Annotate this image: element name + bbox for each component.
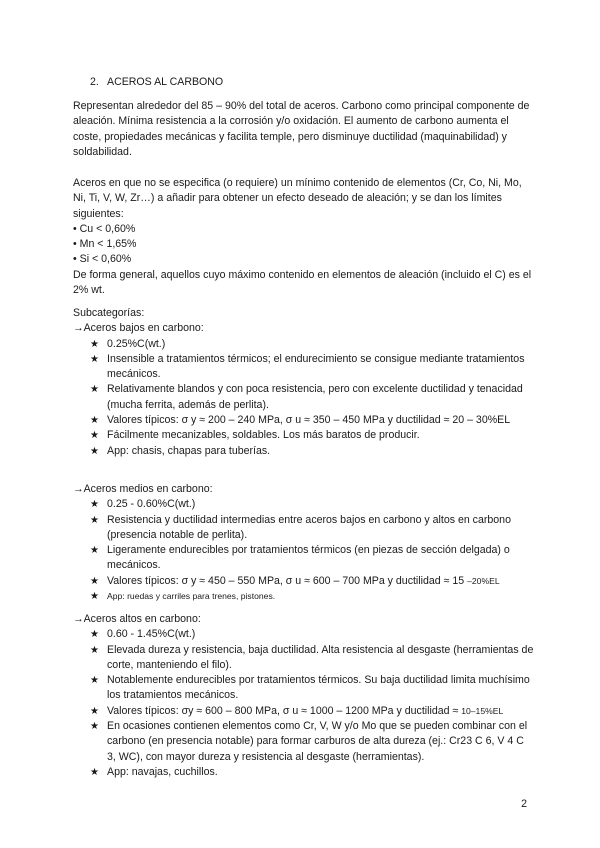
list-item-text: Fácilmente mecanizables, soldables. Los más baratos de producir. (107, 429, 420, 442)
low-carbon-title: →Aceros bajos en carbono: (73, 322, 204, 335)
star-bullet-icon: ★ (90, 721, 99, 733)
limit-si: • Si < 0,60% (73, 253, 132, 266)
star-bullet-icon: ★ (90, 591, 99, 603)
list-item-text: Elevada dureza y resistencia, baja ductilidad. Alta resistencia al desgaste (herramientas de corte, manteniendo el filo). (107, 643, 534, 671)
list-item (73, 513, 535, 544)
list-item (73, 627, 535, 642)
low-carbon-section (73, 306, 535, 459)
list-item-text: Valores típicos: σ y ≈ 450 – 550 MPa, σ u ≈ 600 – 700 MPa y ductilidad ≈ 15 (107, 574, 468, 587)
medium-carbon-title: →Aceros medios en carbono: (73, 483, 213, 495)
list-item-text: 0.60 - 1.45%C(wt.) (107, 628, 196, 641)
list-item (73, 719, 535, 765)
list-item-text: Valores típicos: σ y ≈ 200 – 240 MPa, σ u ≈ 350 – 450 MPa y ductilidad ≈ 20 – 30%EL (107, 414, 511, 427)
list-item (73, 413, 535, 428)
list-item-text: Insensible a tratamientos térmicos; el endurecimiento se consigue mediante tratamientos mecánicos. (107, 352, 525, 381)
page-number: 2 (521, 798, 527, 810)
list-item (73, 444, 535, 459)
list-item (73, 574, 535, 589)
star-bullet-icon: ★ (90, 353, 99, 365)
ductility-range: –20%EL (467, 575, 500, 586)
list-item-text: En ocasiones contienen elementos como Cr, V, W y/o Mo que se pueden combinar con el carbono (en presencia notable) para formar carburos de alta dureza (ej.: Cr23 C 6, V 4 C 3, WC), con mayor dureza y resistencia al desgaste (herramientas). (107, 720, 528, 763)
limit-mn: • Mn < 1,65% (73, 238, 137, 251)
list-item-text: App: chasis, chapas para tuberías. (107, 444, 271, 457)
section-heading (90, 75, 223, 89)
list-item (73, 704, 535, 719)
list-item (73, 497, 535, 512)
list-item-text: Valores típicos: σy ≈ 600 – 800 MPa, σ u ≈ 1000 – 1200 MPa y ductilidad ≈ (107, 704, 462, 717)
section-number: 2. (90, 76, 99, 88)
list-item (73, 382, 535, 413)
star-bullet-icon: ★ (90, 514, 99, 526)
list-item (73, 543, 535, 574)
list-item (73, 428, 535, 443)
star-bullet-icon: ★ (90, 415, 99, 427)
list-item-text: 0.25 - 0.60%C(wt.) (107, 498, 196, 511)
medium-carbon-list (73, 497, 535, 604)
star-bullet-icon: ★ (90, 675, 99, 687)
definition-text: Aceros en que no se especifica (o requiere) un mínimo contenido de elementos (Cr, Co, Ni, Mo, Ni, Ti, V, W, Zr…) a añadir para obtener un efecto deseado de aleación; y se dan los límites siguientes: (73, 177, 522, 220)
list-item (73, 643, 535, 674)
star-bullet-icon: ★ (90, 499, 99, 511)
list-item-text: Relativamente blandos y con poca resistencia, pero con excelente ductilidad y tenacidad (mucha ferrita, además de perlita). (107, 383, 523, 411)
medium-carbon-section (73, 482, 535, 604)
list-item-text: Notablemente endurecibles por tratamientos térmicos. Su baja ductilidad limita muchísimo los tratamientos mecánicos. (107, 674, 530, 702)
list-item (73, 589, 535, 604)
star-bullet-icon: ★ (90, 575, 99, 587)
ductility-range: 10–15%EL (461, 705, 504, 716)
list-item-text: Ligeramente endurecibles por tratamientos térmicos (en piezas de sección delgada) o mecánicos. (107, 544, 510, 572)
list-item-text: App: navajas, cuchillos. (107, 765, 218, 778)
star-bullet-icon: ★ (90, 766, 99, 778)
high-carbon-section (73, 612, 535, 780)
list-item (73, 765, 535, 780)
list-item-text: Resistencia y ductilidad intermedias entre aceros bajos en carbono y altos en carbono (presencia notable de perlita). (107, 513, 511, 541)
star-bullet-icon: ★ (90, 338, 99, 350)
star-bullet-icon: ★ (90, 629, 99, 641)
star-bullet-icon: ★ (90, 644, 99, 656)
list-item-text: 0.25%C(wt.) (107, 337, 166, 350)
subcategories-label: Subcategorías: (73, 307, 145, 319)
list-item (73, 337, 535, 352)
high-carbon-title: →Aceros altos en carbono: (73, 613, 201, 625)
intro-paragraph (73, 99, 535, 160)
high-carbon-list (73, 627, 535, 780)
list-item (73, 673, 535, 704)
star-bullet-icon: ★ (90, 384, 99, 396)
limit-cu: • Cu < 0,60% (73, 222, 136, 235)
intro-text: Representan alrededor del 85 – 90% del total de aceros. Carbono como principal componente de aleación. Mínima resistencia a la corrosión y/o oxidación. El aumento de carbono aumenta el coste, propiedades mecánicas y facilita temple, pero disminuye ductilidad (maquinabilidad) y soldabilidad. (73, 100, 530, 158)
section-title: ACEROS AL CARBONO (107, 76, 224, 88)
definition-closing: De forma general, aquellos cuyo máximo contenido en elementos de aleación (incluido el C) es el 2% wt. (73, 268, 532, 297)
star-bullet-icon: ★ (90, 705, 99, 717)
star-bullet-icon: ★ (90, 430, 99, 442)
list-item (73, 352, 535, 383)
definition-section (73, 176, 535, 298)
low-carbon-list (73, 337, 535, 459)
star-bullet-icon: ★ (90, 445, 99, 457)
star-bullet-icon: ★ (90, 545, 99, 557)
list-item-text: App: ruedas y carriles para trenes, pistones. (107, 591, 276, 602)
